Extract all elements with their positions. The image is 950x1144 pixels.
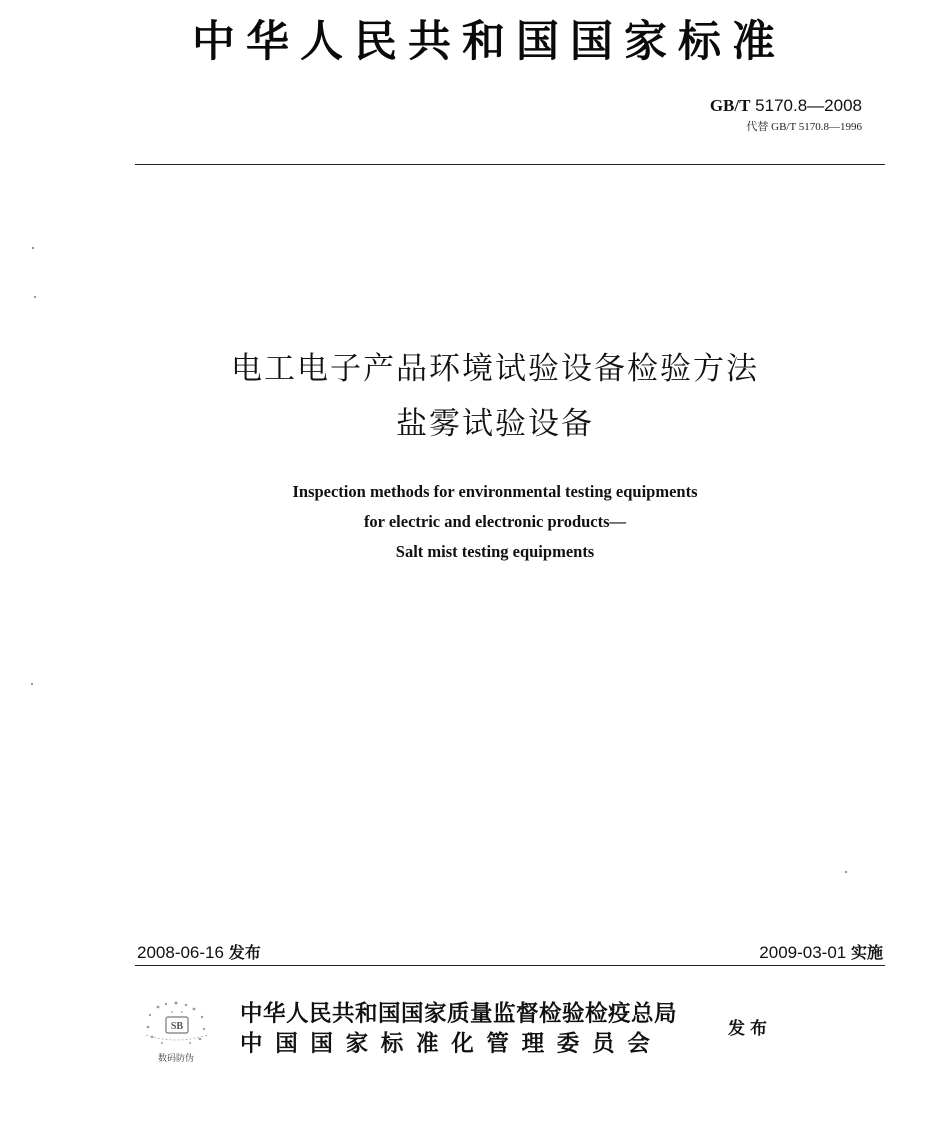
chinese-title-line2: 盐雾试验设备 [396,406,594,442]
standard-code: 5170.8—2008 [755,96,862,115]
header-divider [135,164,885,165]
issue-date-label: 发布 [228,943,261,962]
english-title-line1: Inspection methods for environmental testing equipments [292,482,698,501]
replaces-standard: 代替 GB/T 5170.8—1996 [746,121,862,133]
scan-speck [32,247,34,249]
footer-divider [135,965,885,966]
seal-center-text: SB [170,1021,184,1032]
scan-speck [31,683,33,685]
english-title-line3: Salt mist testing equipments [395,542,595,561]
publisher-line2: 中国国家标准化管理委员会 [240,1031,663,1057]
issue-date [137,940,261,963]
english-title-line2: for electric and electronic products— [363,512,627,531]
scan-speck [34,296,36,298]
standard-number [710,96,862,116]
scan-speck [845,871,847,873]
seal-caption: 数码防伪 [157,1054,195,1064]
header-title: 中华人民共和国国家标准 [192,17,786,67]
implementation-date-label: 实施 [850,943,883,962]
anti-counterfeit-seal-icon [136,995,216,1067]
implementation-date-value: 2009-03-01 [759,943,847,962]
chinese-title-line1: 电工电子产品环境试验设备检验方法 [231,351,759,387]
publish-label: 发布 [728,1019,772,1039]
implementation-date [759,940,883,963]
publisher-line1: 中华人民共和国国家质量监督检验检疫总局 [240,1001,678,1027]
standard-prefix: GB/T [709,96,751,115]
issue-date-value: 2008-06-16 [137,943,224,962]
